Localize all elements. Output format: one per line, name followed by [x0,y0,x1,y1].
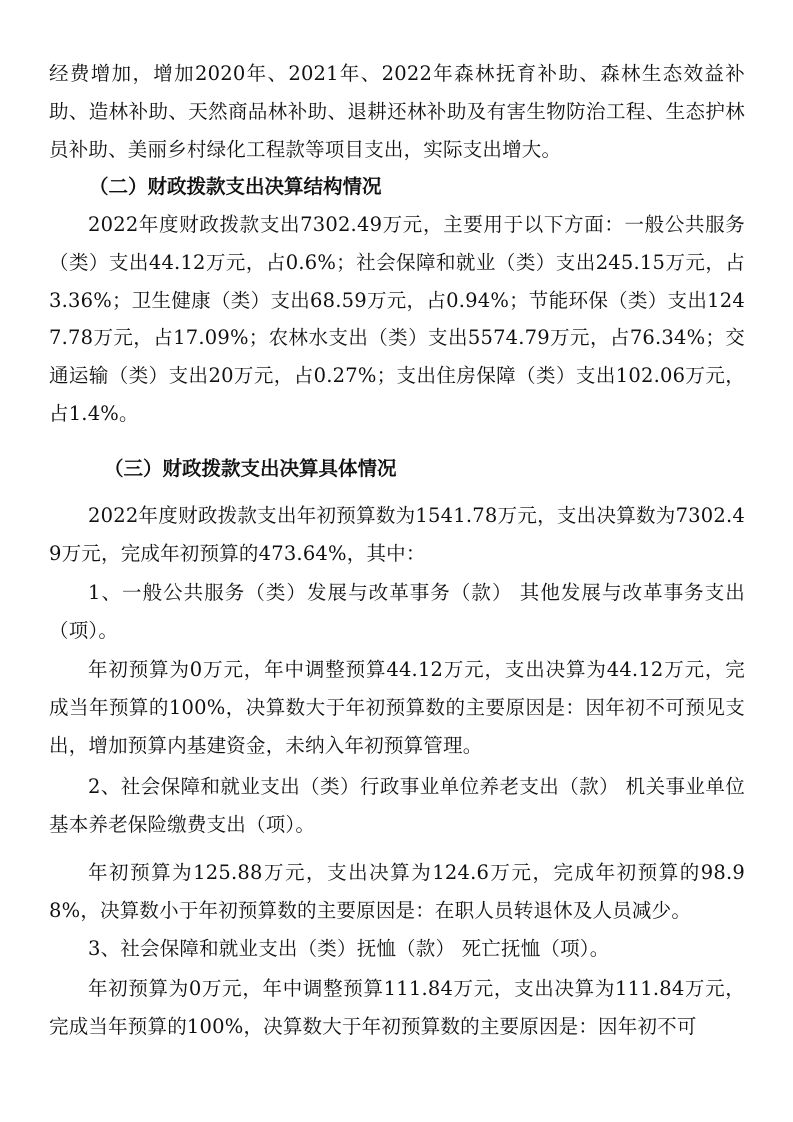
section-heading-structure: （二）财政拨款支出决算结构情况 [89,175,382,198]
item-1-body: 年初预算为0万元，年中调整预算44.12万元，支出决算为44.12万元，完成当年预算的100%，决算数大于年初预算数的主要原因是：因年初不可预见支出，增加预算内基建资金，未纳入年初预算管理。 [49,658,745,757]
item-3-title: 3、社会保障和就业支出（类）抚恤（款） 死亡抚恤（项）。 [88,937,610,960]
paragraph-detail-intro: 2022年度财政拨款支出年初预算数为1541.78万元，支出决算数为7302.49万元，完成年初预算的473.64%，其中： [49,504,745,565]
section-heading-detail: （三）财政拨款支出决算具体情况 [104,457,397,480]
item-2-title: 2、社会保障和就业支出（类）行政事业单位养老支出（款） 机关事业单位基本养老保险缴费支出（项）。 [49,775,745,836]
paragraph-intro: 经费增加，增加2020年、2021年、2022年森林抚育补助、森林生态效益补助、造林补助、天然商品林补助、退耕还林补助及有害生物防治工程、生态护林员补助、美丽乡村绿化工程款等项目支出，实际支出增大。 [49,62,745,161]
item-3-body: 年初预算为0万元，年中调整预算111.84万元，支出决算为111.84万元，完成当年预算的100%，决算数大于年初预算数的主要原因是：因年初不可 [49,977,745,1038]
item-1-title: 1、一般公共服务（类）发展与改革事务（款） 其他发展与改革事务支出（项）。 [49,581,745,642]
item-2-body: 年初预算为125.88万元，支出决算为124.6万元，完成年初预算的98.98%，决算数小于年初预算数的主要原因是：在职人员转退休及人员减少。 [49,861,745,922]
paragraph-structure: 2022年度财政拨款支出7302.49万元，主要用于以下方面：一般公共服务（类）支出44.12万元，占0.6%；社会保障和就业（类）支出245.15万元，占3.36%；卫生健康（类）支出68.59万元，占0.94%；节能环保（类）支出1247.78万元，占17.09%；农林水支出（类）支出5574.79万元，占76.34%；交通运输（类）支出20万元，占0.27%；支出住房保障（类）支出102.06万元，占1.4%。 [49,213,745,425]
